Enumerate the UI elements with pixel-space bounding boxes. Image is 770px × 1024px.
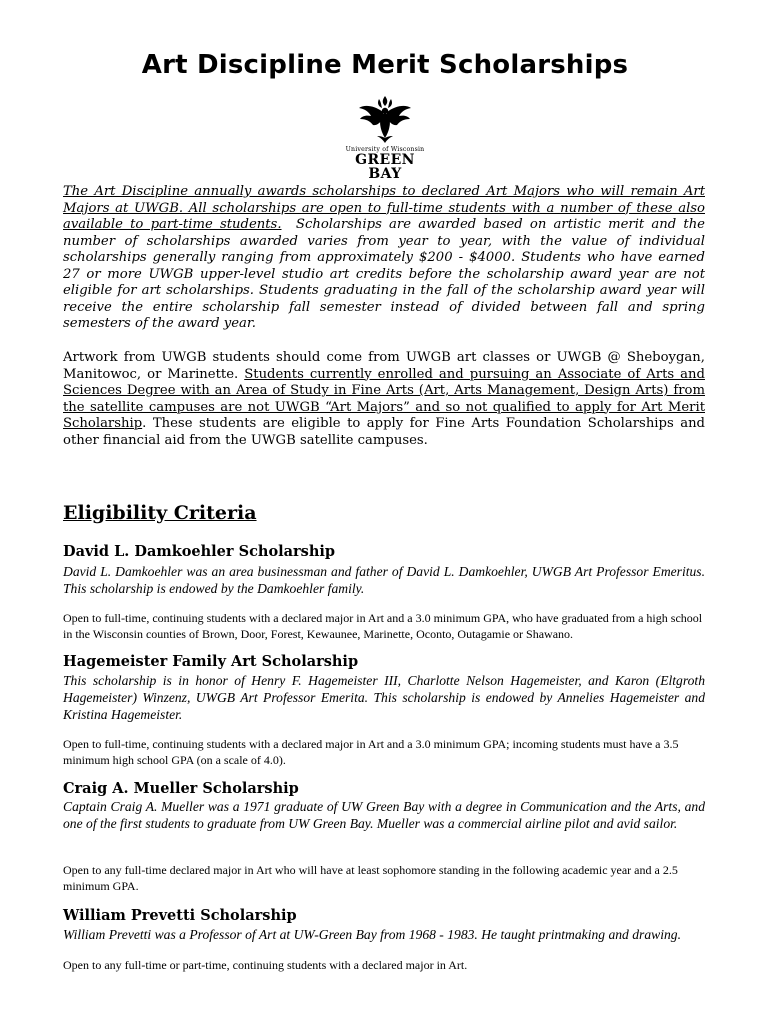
scholarship-eligibility: Open to full-time, continuing students with a declared major in Art and a 3.0 minimum GPA, who have graduated from a high school in the Wisconsin counties of Brown, Door, Forest, Kewaunee, Marinette, Oconto, Outagamie or Shawano.	[63, 611, 703, 641]
scholarship-eligibility: Open to any full-time or part-time, continuing students with a declared major in Art.	[63, 958, 468, 972]
artwork-tail-text: . These students are eligible to apply for Fine Arts Foundation Scholarships and other financial aid from the UWGB satellite campuses.	[63, 416, 705, 448]
scholarship-description: Captain Craig A. Mueller was a 1971 graduate of UW Green Bay with a degree in Communication and the Arts, and one of the first students to graduate from UW Green Bay. Mueller was a commercial airline pilot and avid sailor.	[63, 799, 705, 831]
scholarship-description: William Prevetti was a Professor of Art at UW-Green Bay from 1968 - 1983. He taught printmaking and drawing.	[63, 927, 681, 942]
artwork-paragraph	[63, 350, 705, 449]
scholarship-name: Hagemeister Family Art Scholarship	[63, 653, 359, 670]
intro-body-text: Scholarships are awarded based on artistic merit and the number of scholarships awarded varies from year to year, with the value of individual scholarships generally ranging from approximately $200 - $4000. Students who have earned 27 or more UWGB upper-level studio art credits before the scholarship award year are not eligible for art scholarships. Students graduating in the fall of the scholarship award year will receive the entire scholarship fall semester instead of divided between fall and spring semesters of the award year.	[63, 217, 705, 331]
phoenix-icon	[355, 94, 415, 144]
scholarship-name: Craig A. Mueller Scholarship	[63, 780, 299, 797]
scholarship-eligibility: Open to any full-time declared major in Art who will have at least sophomore standing in the following academic year and a 2.5 minimum GPA.	[63, 863, 678, 893]
scholarship-name: William Prevetti Scholarship	[63, 907, 297, 924]
artwork-underlined-text: Students currently enrolled and pursuing an Associate of Arts and Sciences Degree with an Area of Study in Fine Arts (Art, Arts Management, Design Arts) from the satellite campuses are not UWGB “Art Majors” and so not qualified to apply for Art Merit Scholarship	[63, 366, 705, 431]
intro-underlined-text: The Art Discipline annually awards scholarships to declared Art Majors who will remain Art Majors at UWGB. All scholarships are open to full-time students with a number of these also available to part-time students.	[63, 184, 705, 232]
logo-university-text: University of Wisconsin	[345, 146, 425, 153]
uwgb-logo	[337, 94, 433, 182]
scholarship-description: This scholarship is in honor of Henry F. Hagemeister III, Charlotte Nelson Hagemeister, and Karon (Eltgroth Hagemeister) Winzenz, UWGB Art Professor Emerita. This scholarship is endowed by Annelies Hagemeister and Kristina Hagemeister.	[63, 673, 705, 722]
logo-green-bay-text: GREEN BAY	[355, 152, 415, 182]
scholarship-eligibility: Open to full-time, continuing students with a declared major in Art and a 3.0 minimum GPA; incoming students must have a 3.5 minimum high school GPA (on a scale of 4.0).	[63, 737, 679, 767]
scholarship-description: David L. Damkoehler was an area businessman and father of David L. Damkoehler, UWGB Art Professor Emeritus. This scholarship is endowed by the Damkoehler family.	[63, 564, 705, 596]
scholarship-name: David L. Damkoehler Scholarship	[63, 543, 336, 560]
intro-paragraph	[63, 184, 705, 333]
eligibility-heading: Eligibility Criteria	[63, 502, 257, 524]
artwork-lead-text: Artwork from UWGB students should come from UWGB art classes or UWGB @ Sheboygan, Manitowoc, or Marinette.	[63, 350, 705, 382]
page-title: Art Discipline Merit Scholarships	[141, 50, 629, 80]
